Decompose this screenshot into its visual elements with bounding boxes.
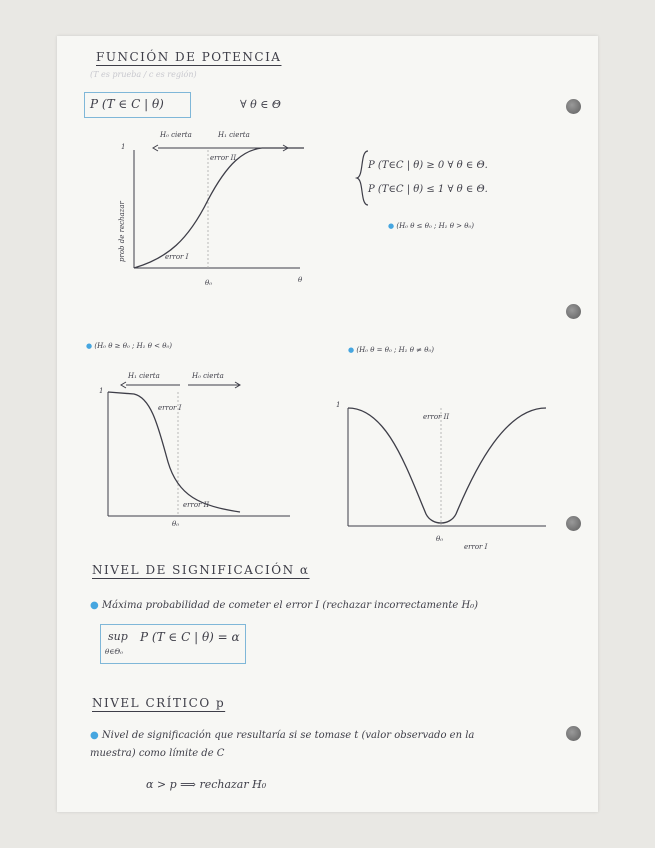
bullet-dot-icon: ●	[90, 730, 99, 741]
binder-hole-icon	[566, 516, 581, 531]
graph2-h1-label: H₁ cierta	[128, 372, 160, 380]
case-two-sided-text: (H₀ θ = θ₀ ; H₁ θ ≠ θ₀)	[356, 346, 434, 354]
graph2-error-i: error I	[158, 404, 182, 412]
bullet-dot-icon: ●	[388, 222, 395, 230]
graph3-error-ii: error II	[423, 413, 450, 421]
case-one-sided-left	[86, 342, 172, 350]
graph1-h1-label: H₁ cierta	[218, 131, 250, 139]
power-curve-two-sided	[346, 404, 556, 529]
bullet-dot-icon: ●	[348, 346, 355, 354]
power-formula: P (T ∈ C | θ)	[90, 97, 164, 111]
graph1-ylabel: prob de rechazar	[118, 201, 126, 262]
critical-bullet-line2: muestra) como límite de C	[90, 748, 225, 759]
case-one-sided-right	[388, 222, 474, 230]
condition-ge-zero: P (T∈C | θ) ≥ 0 ∀ θ ∈ Θ.	[368, 160, 488, 171]
graph1-y-one: 1	[121, 143, 126, 151]
critical-bullet-text: Nivel de significación que resultaría si se tomase t (valor observado en la	[101, 730, 475, 741]
graph1-h0-label: H₀ cierta	[160, 131, 192, 139]
critical-bullet-line1	[90, 730, 474, 741]
sup-subscript: θ∈Θ₀	[105, 648, 123, 656]
graph1-error-i: error I	[165, 253, 189, 261]
sup-operator: sup	[108, 630, 128, 643]
case-one-sided-left-text: (H₀ θ ≥ θ₀ ; H₁ θ < θ₀)	[94, 342, 172, 350]
section-title-significance-level: NIVEL DE SIGNIFICACIÓN α	[92, 563, 310, 577]
graph3-y-one: 1	[336, 401, 341, 409]
graph2-theta0: θ₀	[172, 520, 180, 528]
binder-hole-icon	[566, 99, 581, 114]
graph2-error-ii: error II	[183, 501, 210, 509]
bullet-dot-icon: ●	[86, 342, 93, 350]
brace-icon	[356, 150, 370, 206]
graph1-theta: θ	[298, 276, 303, 284]
case-two-sided	[348, 346, 434, 354]
graph2-h0-label: H₀ cierta	[192, 372, 224, 380]
power-curve-one-sided-left	[104, 380, 294, 515]
condition-le-one: P (T∈C | θ) ≤ 1 ∀ θ ∈ Θ.	[368, 184, 488, 195]
graph1-theta0: θ₀	[205, 279, 213, 287]
critical-rule: α > p ⟹ rechazar H₀	[146, 778, 267, 791]
faint-note: (T es prueba / c es región)	[90, 70, 197, 79]
graph2-y-one: 1	[99, 387, 104, 395]
bullet-dot-icon: ●	[90, 600, 99, 611]
binder-hole-icon	[566, 304, 581, 319]
section-title-critical-level: NIVEL CRÍTICO p	[92, 696, 226, 710]
graph3-theta0: θ₀	[436, 535, 444, 543]
graph3-error-i: error I	[464, 543, 488, 551]
significance-bullet	[90, 600, 478, 611]
section-title-power-function: FUNCIÓN DE POTENCIA	[96, 50, 282, 64]
significance-bullet-text: Máxima probabilidad de cometer el error I (rechazar incorrectamente H₀)	[101, 600, 479, 611]
case-one-sided-right-text: (H₀ θ ≤ θ₀ ; H₁ θ > θ₀)	[396, 222, 474, 230]
binder-hole-icon	[566, 726, 581, 741]
graph1-error-ii: error II	[210, 154, 237, 162]
significance-formula: P (T ∈ C | θ) = α	[140, 630, 240, 644]
forall-theta: ∀ θ ∈ Θ	[240, 98, 281, 111]
